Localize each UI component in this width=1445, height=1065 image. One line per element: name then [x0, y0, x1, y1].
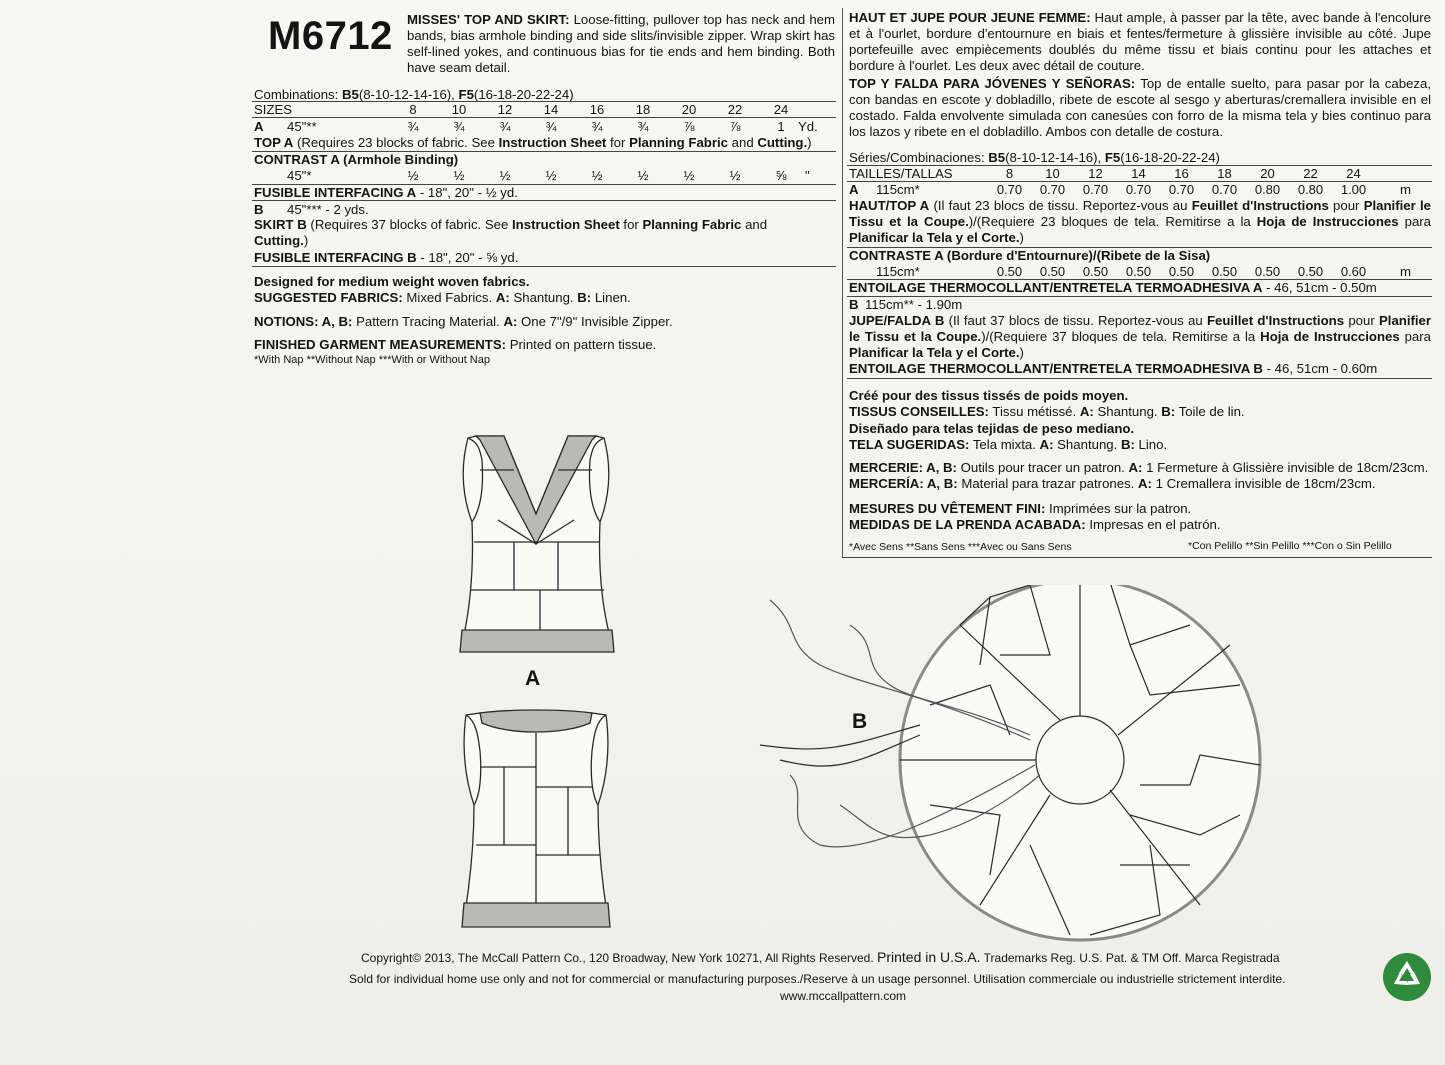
- fr-mesures: [849, 501, 1191, 517]
- es-haut-hoja: Hoja de Instrucciones: [1256, 214, 1399, 229]
- en-notions-value: Pattern Tracing Material.: [356, 314, 500, 329]
- es-tela-a-value: Shantung.: [1057, 437, 1118, 452]
- en-suggested-b-value: Linen.: [594, 290, 631, 305]
- fr-tissus-b: B:: [1161, 404, 1176, 419]
- es-jupe-text: ): [1019, 345, 1024, 360]
- en-contrast-yardage: ⅝: [775, 168, 787, 183]
- en-skirt-b-label: SKIRT B: [254, 217, 307, 232]
- en-skirt-b-instruction: Instruction Sheet: [512, 217, 620, 232]
- en-top-a: [254, 135, 812, 151]
- en-finished-measurements: [254, 337, 656, 353]
- en-skirt-b-text: for: [623, 217, 639, 232]
- en-contrast-yardage: ½: [407, 168, 419, 183]
- en-notions-label: NOTIONS: A, B:: [254, 314, 353, 329]
- en-suggested-b: B:: [577, 290, 592, 305]
- es-metrage: 0.70: [1168, 182, 1195, 197]
- en-contrast-width: 45"*: [287, 168, 312, 183]
- skirt-b-illustration: [730, 585, 1290, 965]
- es-entoilage-a-label: ENTOILAGE THERMOCOLLANT/ENTRETELA TERMOADHESIVA A: [849, 280, 1263, 295]
- es-tela-sugeridas: [849, 437, 1167, 453]
- en-suggested-a-value: Shantung.: [513, 290, 574, 305]
- es-description-block: [849, 76, 1431, 140]
- es-contraste-metrage: 0.60: [1340, 264, 1367, 279]
- es-combo-b5-sizes: (8-10-12-14-16),: [1005, 150, 1102, 165]
- fr-title: HAUT ET JUPE POUR JEUNE FEMME:: [849, 10, 1091, 25]
- en-row-a-unit: Yd.: [798, 119, 818, 134]
- en-contrast-values: [390, 168, 804, 184]
- en-suggested-value: Mixed Fabrics.: [406, 290, 493, 305]
- es-size: 18: [1217, 166, 1232, 181]
- es-jupe-text: (Il faut 37 blocs de tissu. Reportez-vous au: [948, 313, 1203, 328]
- es-jupe-hoja: Hoja de Instrucciones: [1260, 329, 1400, 344]
- en-size: 16: [589, 102, 605, 117]
- en-skirt-b-text: and: [745, 217, 768, 232]
- en-contrast-a-label: CONTRAST A (Armhole Binding): [254, 152, 459, 167]
- es-size: 16: [1174, 166, 1189, 181]
- es-tela-value: Tela mixta.: [972, 437, 1036, 452]
- es-contraste-metrage: 0.50: [1082, 264, 1109, 279]
- es-contraste-metrage: 0.50: [1168, 264, 1195, 279]
- en-combo-f5-sizes: (16-18-20-22-24): [473, 87, 574, 102]
- en-contrast-yardage: ½: [683, 168, 695, 183]
- es-title: TOP Y FALDA PARA JÓVENES Y SEÑORAS:: [849, 76, 1136, 91]
- en-skirt-b: [254, 217, 810, 249]
- en-yardage: ¾: [499, 119, 511, 134]
- es-metrage: 0.80: [1297, 182, 1324, 197]
- en-contrast-yardage: ½: [591, 168, 603, 183]
- es-size: 20: [1260, 166, 1275, 181]
- column-divider: [842, 8, 843, 558]
- top-a-front-illustration: [440, 430, 630, 660]
- en-fusible-b-label: FUSIBLE INTERFACING B: [254, 250, 417, 265]
- es-row-b-value: 115cm** - 1.90m: [865, 297, 963, 312]
- en-skirt-b-cutting: Cutting.: [254, 233, 304, 248]
- es-jupe-planificar: Planificar la Tela y el Corte.: [849, 345, 1020, 360]
- es-merceria-a-value: 1 Cremallera invisible de 18cm/23cm.: [1155, 476, 1376, 491]
- en-finished-label: FINISHED GARMENT MEASUREMENTS:: [254, 337, 507, 352]
- es-row-a-unit: m: [1400, 182, 1411, 197]
- es-metrage: 0.70: [1082, 182, 1109, 197]
- es-metrage: 0.80: [1254, 182, 1281, 197]
- es-contraste-metrage: 0.50: [1039, 264, 1066, 279]
- en-notions: [254, 314, 673, 330]
- en-description: Loose-fitting, pullover top has neck and hem bands, bias armhole binding and side slits/invisible zipper. Wrap skirt has self-lined yokes, and continuous bias for tie ends and hem binding. Both have seam detail.: [407, 12, 835, 75]
- en-designed-for: Designed for medium weight woven fabrics.: [254, 274, 530, 289]
- es-medidas-label: MEDIDAS DE LA PRENDA ACABADA:: [849, 517, 1086, 532]
- en-contrast-yardage: ½: [499, 168, 511, 183]
- es-haut-top-a: [849, 198, 1431, 246]
- en-top-a-label: TOP A: [254, 135, 294, 150]
- fr-mesures-value: Imprimées sur la patron.: [1049, 501, 1192, 516]
- en-size: 22: [727, 102, 743, 117]
- fr-mercerie-value: Outils pour tracer un patron.: [960, 460, 1125, 475]
- en-sizes-label: SIZES: [254, 102, 293, 117]
- en-size: 8: [409, 102, 417, 117]
- footer-sold-line: Sold for individual home use only and not for commercial or manufacturing purposes./Reserve à un usage personnel. Utilisation commerciale ou industrielle strictement interdite.: [349, 972, 1286, 986]
- es-row-b-label: B: [849, 297, 859, 312]
- en-row-a-label: A: [254, 119, 264, 134]
- es-row-a-label: A: [849, 182, 859, 197]
- es-contraste-width: 115cm*: [876, 264, 920, 279]
- es-entoilage-b: [849, 361, 1377, 377]
- en-suggested-fabrics: [254, 290, 631, 306]
- en-skirt-b-text: (Requires 37 blocks of fabric. See: [310, 217, 509, 232]
- fr-tissus-a: A:: [1079, 404, 1094, 419]
- es-combo-b5: B5: [988, 150, 1006, 165]
- en-contrast-yardage: ½: [545, 168, 557, 183]
- en-fusible-a: [254, 185, 518, 201]
- en-size: 12: [497, 102, 513, 117]
- divider: [252, 117, 836, 118]
- en-contrast-yardage: ½: [453, 168, 465, 183]
- en-combo-b5: B5: [341, 87, 359, 102]
- es-metrage: 0.70: [1211, 182, 1238, 197]
- en-suggested-a: A:: [495, 290, 510, 305]
- en-fusible-b-value: - 18", 20" - ⅝ yd.: [420, 250, 519, 265]
- es-contraste-unit: m: [1400, 264, 1411, 279]
- printed-in-text: Printed in U.S.A.: [877, 949, 981, 965]
- fr-description: Haut ample, à passer par la tête, avec bande à l'encolure et à l'ourlet, bordure d'entournure en biais et fentes/fermeture à glissière invisible au côté. Jupe portefeuille avec empiècements doublés du même tissu et biais continu pour les attaches et bordure à l'ourlet. Les deux avec détail de couture.: [849, 10, 1431, 73]
- en-suggested-label: SUGGESTED FABRICS:: [254, 290, 403, 305]
- es-haut-text: )/(Requiere 23 bloques de tela. Remitirse a la: [968, 214, 1251, 229]
- es-nap-note: *Con Pelillo **Sin Pelillo ***Con o Sin Pelillo: [1188, 540, 1392, 552]
- es-haut-feuillet: Feuillet d'Instructions: [1191, 198, 1329, 213]
- fr-mesures-label: MESURES DU VÊTEMENT FINI:: [849, 501, 1046, 516]
- es-contraste-metrage: 0.50: [1254, 264, 1281, 279]
- es-contraste-metrage: 0.50: [1297, 264, 1324, 279]
- en-row-b-label: B: [254, 202, 264, 217]
- es-size: 24: [1346, 166, 1361, 181]
- en-sizes-row: [390, 102, 804, 118]
- en-size: 14: [543, 102, 559, 117]
- es-jupe-falda-b: [849, 313, 1431, 361]
- es-jupe-text: pour: [1348, 313, 1375, 328]
- divider: [847, 378, 1432, 379]
- es-merceria-value: Material para trazar patrones.: [961, 476, 1135, 491]
- divider: [842, 557, 1432, 558]
- es-entoilage-a: [849, 280, 1377, 296]
- es-size: 14: [1131, 166, 1146, 181]
- fr-tissus-conseilles: [849, 404, 1245, 420]
- es-medidas-value: Impresas en el patrón.: [1089, 517, 1221, 532]
- fr-tissus-a-value: Shantung.: [1097, 404, 1158, 419]
- fr-mercerie-label: MERCERIE: A, B:: [849, 460, 957, 475]
- es-jupe-text: )/(Requiere 37 bloques de tela. Remitirse a la: [981, 329, 1256, 344]
- es-contraste-label: CONTRASTE A (Bordure d'Entournure)/(Ribete de la Sisa): [849, 248, 1211, 263]
- es-merceria: [849, 476, 1375, 492]
- es-tela-b: B:: [1120, 437, 1135, 452]
- divider: [252, 266, 836, 267]
- es-haut-label: HAUT/TOP A: [849, 198, 930, 213]
- en-row-a-values: [390, 119, 804, 135]
- en-top-a-text: (Requires 23 blocks of fabric. See: [297, 135, 495, 150]
- en-size: 20: [681, 102, 697, 117]
- es-contraste-metrage: 0.50: [1211, 264, 1238, 279]
- fr-tissus-label: TISSUS CONSEILLES:: [849, 404, 989, 419]
- footer-website: www.mccallpattern.com: [780, 989, 907, 1003]
- es-entoilage-b-value: - 46, 51cm - 0.60m: [1266, 361, 1378, 376]
- en-combo-b5-sizes: (8-10-12-14-16),: [358, 87, 455, 102]
- en-fusible-b: [254, 250, 518, 266]
- es-size: 8: [1005, 166, 1014, 181]
- en-nap-note: *With Nap **Without Nap ***With or Without Nap: [254, 354, 490, 366]
- es-metrage: 0.70: [1039, 182, 1066, 197]
- es-disenado: Diseñado para telas tejidas de peso mediano.: [849, 421, 1135, 436]
- es-size: 10: [1045, 166, 1060, 181]
- es-entoilage-b-label: ENTOILAGE THERMOCOLLANT/ENTRETELA TERMOADHESIVA B: [849, 361, 1263, 376]
- en-contrast-unit: ": [805, 168, 810, 183]
- es-haut-text: pour: [1333, 198, 1360, 213]
- es-merceria-a: A:: [1138, 476, 1152, 491]
- en-skirt-b-text: ): [303, 233, 309, 248]
- en-yardage: ⅞: [683, 119, 695, 134]
- es-haut-text: para: [1404, 214, 1432, 229]
- en-description-block: [407, 12, 835, 76]
- es-jupe-feuillet: Feuillet d'Instructions: [1206, 313, 1345, 328]
- es-size: 22: [1303, 166, 1318, 181]
- en-size: 18: [635, 102, 651, 117]
- en-row-b-value: 45"*** - 2 yds.: [287, 202, 369, 217]
- es-haut-planifier: Planifier le Tissu et la Coupe.: [849, 198, 1431, 229]
- en-yardage: ¾: [591, 119, 603, 134]
- es-description: Top de entalle suelto, para pasar por la cabeza, con bandas en escote y dobladillo, ribete de escote al sesgo y aberturas/cremallera invisible en el costado. Falda envolvente simulada con canesúes con forro de la misma tela y bies continuo para los lazos y ribete en el dobladillo. Ambos con detalle de costura.: [849, 76, 1431, 139]
- en-yardage: 1: [777, 119, 785, 134]
- illustration-label-a: A: [525, 667, 541, 690]
- en-top-a-text: and: [731, 135, 754, 150]
- en-contrast-yardage: ½: [637, 168, 649, 183]
- es-tela-b-value: Lino.: [1138, 437, 1168, 452]
- es-sizes-row: [988, 166, 1375, 182]
- en-row-a-width: 45"**: [287, 119, 317, 134]
- es-row-a-values: [988, 182, 1375, 198]
- es-jupe-text: para: [1404, 329, 1431, 344]
- es-haut-planificar: Planificar la Tela y el Corte.: [849, 230, 1020, 245]
- es-tela-label: TELA SUGERIDAS:: [849, 437, 970, 452]
- en-yardage: ¾: [637, 119, 649, 134]
- top-a-back-illustration: [440, 705, 630, 935]
- fr-mercerie-a: A:: [1128, 460, 1143, 475]
- es-metrage: 0.70: [996, 182, 1023, 197]
- trademarks-text: Trademarks Reg. U.S. Pat. & TM Off. Marca Registrada: [983, 951, 1280, 965]
- en-top-a-text: ): [807, 135, 812, 150]
- copyright-text: Copyright© 2013, The McCall Pattern Co., 120 Broadway, New York 10271, All Rights Reserved.: [361, 951, 874, 965]
- fr-creer: Créé pour des tissus tissés de poids moyen.: [849, 388, 1129, 403]
- es-haut-text: (Il faut 23 blocs de tissu. Reportez-vous au: [933, 198, 1188, 213]
- en-notions-a: A:: [503, 314, 518, 329]
- es-medidas: [849, 517, 1221, 533]
- es-metrage: 0.70: [1125, 182, 1152, 197]
- en-skirt-b-planning: Planning Fabric: [642, 217, 742, 232]
- fr-mercerie-a-value: 1 Fermeture à Glissière invisible de 18cm/23cm.: [1146, 460, 1429, 475]
- es-sizes-label: TAILLES/TALLAS: [849, 166, 953, 181]
- en-size: 24: [773, 102, 789, 117]
- en-yardage: ⅞: [729, 119, 741, 134]
- en-size: 10: [451, 102, 467, 117]
- en-top-a-text: for: [610, 135, 626, 150]
- en-notions-a-value: One 7"/9" Invisible Zipper.: [521, 314, 673, 329]
- en-contrast-yardage: ½: [729, 168, 741, 183]
- en-combinations-label: Combinations:: [254, 87, 339, 102]
- en-yardage: ¾: [407, 119, 419, 134]
- en-yardage: ¾: [453, 119, 465, 134]
- fr-description-block: [849, 10, 1431, 74]
- en-title: MISSES' TOP AND SKIRT:: [407, 12, 570, 27]
- es-metrage: 1.00: [1340, 182, 1367, 197]
- es-row-a-width: 115cm*: [876, 182, 920, 197]
- pattern-number: M6712: [268, 14, 393, 58]
- es-entoilage-a-value: - 46, 51cm - 0.50m: [1266, 280, 1377, 295]
- es-contraste-metrage: 0.50: [996, 264, 1023, 279]
- illustration-label-b: B: [852, 710, 868, 733]
- en-finished-value: Printed on pattern tissue.: [509, 337, 657, 352]
- es-contraste-metrage: 0.50: [1125, 264, 1152, 279]
- es-combo-f5-sizes: (16-18-20-22-24): [1120, 150, 1220, 165]
- divider: [252, 200, 836, 201]
- es-tela-a: A:: [1039, 437, 1054, 452]
- footer-copyright-line: [361, 950, 1280, 966]
- en-combo-f5: F5: [458, 87, 474, 102]
- en-yardage: ¾: [545, 119, 557, 134]
- es-size: 12: [1088, 166, 1103, 181]
- en-top-a-cutting: Cutting.: [757, 135, 808, 150]
- en-fusible-a-value: - 18", 20" - ½ yd.: [419, 185, 518, 200]
- es-jupe-label: JUPE/FALDA B: [849, 313, 945, 328]
- en-top-a-planning: Planning Fabric: [629, 135, 728, 150]
- fr-tissus-value: Tissu métissé.: [992, 404, 1077, 419]
- recycle-icon: [1382, 952, 1432, 1002]
- fr-nap-note: *Avec Sens **Sans Sens ***Avec ou Sans Sens: [849, 541, 1072, 553]
- es-merceria-label: MERCERÍA: A, B:: [849, 476, 958, 491]
- fr-tissus-b-value: Toile de lin.: [1178, 404, 1245, 419]
- es-haut-text: ): [1019, 230, 1024, 245]
- es-jupe-planifier: Planifier le Tissu et la Coupe.: [849, 313, 1432, 344]
- es-combinations: [849, 150, 1220, 166]
- en-top-a-instruction: Instruction Sheet: [498, 135, 607, 150]
- es-contraste-values: [988, 264, 1375, 280]
- en-fusible-a-label: FUSIBLE INTERFACING A: [254, 185, 417, 200]
- es-combinations-label: Séries/Combinaciones:: [849, 150, 985, 165]
- fr-mercerie: [849, 460, 1428, 476]
- es-combo-f5: F5: [1104, 150, 1121, 165]
